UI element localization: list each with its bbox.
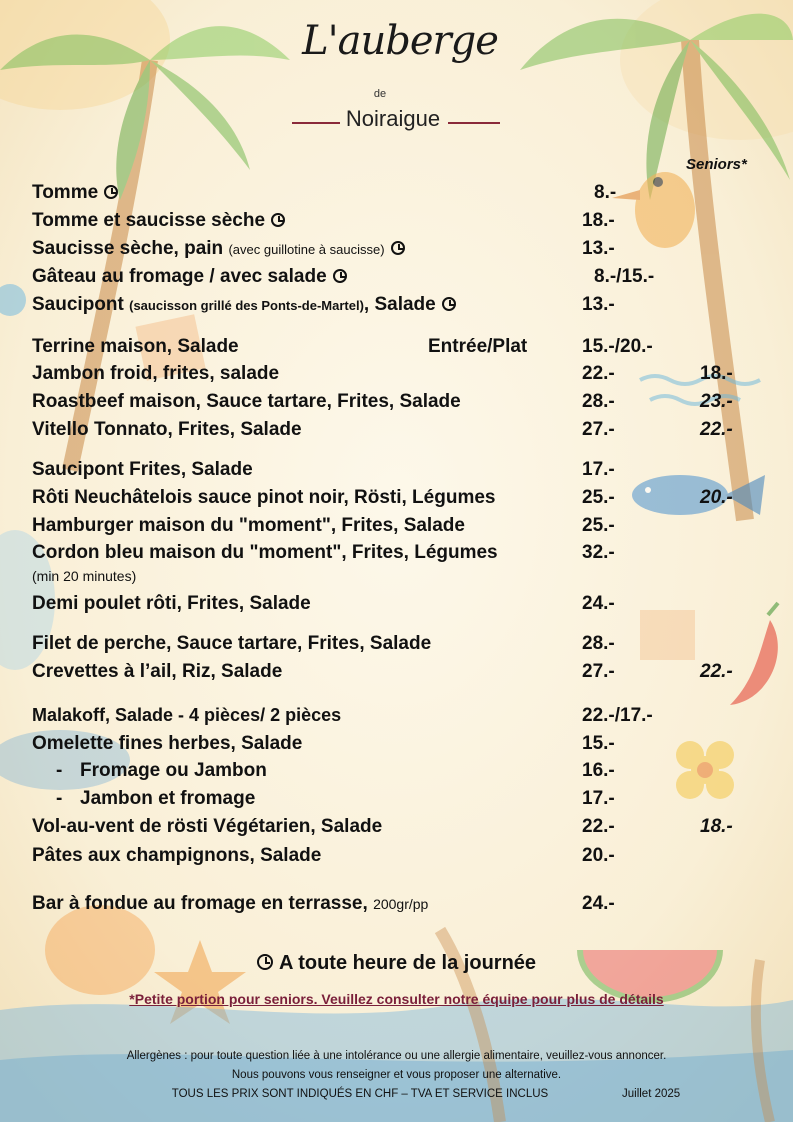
item-label-suffix: , Salade (363, 294, 436, 315)
logo-script: L'auberge (302, 18, 498, 64)
item-price: 27.- (582, 419, 615, 440)
item-label: Saucipont (32, 294, 124, 315)
item-price: 22.- (582, 816, 615, 837)
clock-icon (104, 185, 118, 199)
subitem-dash: - (56, 760, 63, 781)
item-price: 27.- (582, 661, 615, 682)
item-label: Tomme et saucisse sèche (32, 210, 266, 231)
item-price: 28.- (582, 391, 615, 412)
item-price: 28.- (582, 633, 615, 654)
item-label: Vitello Tonnato, Frites, Salade (32, 419, 302, 440)
item-label: Pâtes aux champignons, Salade (32, 845, 322, 866)
menu-date: Juillet 2025 (622, 1088, 681, 1100)
item-price: 32.- (582, 542, 615, 563)
item-price: 24.- (582, 593, 615, 614)
item-label: Hamburger maison du "moment", Frites, Salade (32, 515, 465, 536)
clock-icon (391, 241, 405, 255)
item-note: 200gr/pp (373, 896, 429, 912)
item-tag: Entrée/Plat (428, 336, 528, 357)
clock-icon (442, 297, 456, 311)
item-senior-price: 18.- (700, 363, 733, 384)
item-price: 22.- (582, 363, 615, 384)
item-label: Cordon bleu maison du "moment", Frites, Légumes (32, 542, 498, 563)
item-price: 15.- (582, 733, 615, 754)
item-label: Jambon froid, frites, salade (32, 363, 280, 384)
seniors-disclaimer: *Petite portion pour seniors. Veuillez consulter notre équipe pour plus de détails (129, 991, 664, 1007)
item-label: Saucisse sèche, pain (32, 238, 224, 259)
logo-divider (292, 122, 340, 124)
item-label: Terrine maison, Salade (32, 336, 239, 357)
item-price: 25.- (582, 515, 615, 536)
item-note: (avec guillotine à saucisse) (228, 242, 385, 257)
item-price: 17.- (582, 459, 615, 480)
item-senior-price: 22.- (700, 661, 733, 682)
item-label: Saucipont Frites, Salade (32, 459, 253, 480)
item-price: 8.-/15.- (594, 266, 655, 287)
allergens-note: Allergènes : pour toute question liée à une intolérance ou une allergie alimentaire, veuillez-vous annoncer. (126, 1050, 667, 1062)
item-price: 24.- (582, 893, 615, 914)
item-price: 18.- (582, 210, 615, 231)
item-label: Malakoff, Salade - 4 pièces/ 2 pièces (32, 705, 342, 725)
item-note: (saucisson grillé des Ponts-de-Martel) (129, 298, 364, 313)
item-senior-price: 18.- (700, 816, 733, 837)
prices-note: TOUS LES PRIX SONT INDIQUÉS EN CHF – TVA ET SERVICE INCLUS (171, 1088, 549, 1100)
item-label: Fromage ou Jambon (80, 760, 267, 781)
item-senior-price: 22.- (700, 419, 733, 440)
item-label: Vol-au-vent de rösti Végétarien, Salade (32, 816, 383, 837)
seniors-column-header: Seniors* (686, 156, 747, 173)
item-label: Demi poulet rôti, Frites, Salade (32, 593, 311, 614)
subitem-dash: - (56, 788, 63, 809)
item-label: Filet de perche, Sauce tartare, Frites, Salade (32, 633, 432, 654)
item-price: 8.- (594, 182, 617, 203)
item-label: Omelette fines herbes, Salade (32, 733, 303, 754)
item-senior-price: 20.- (700, 487, 733, 508)
item-label: Roastbeef maison, Sauce tartare, Frites, Salade (32, 391, 461, 412)
item-label: Bar à fondue au fromage en terrasse, (32, 893, 368, 914)
clock-icon (333, 269, 347, 283)
clock-icon (257, 954, 273, 970)
all-day-label: A toute heure de la journée (278, 952, 537, 974)
item-label: Crevettes à l’ail, Riz, Salade (32, 661, 283, 682)
item-label: Tomme (32, 182, 99, 203)
logo-name: Noiraigue (345, 106, 441, 131)
logo (280, 18, 520, 131)
clock-icon (271, 213, 285, 227)
all-day-note (0, 952, 793, 975)
logo-de: de (373, 88, 387, 100)
alternative-note: Nous pouvons vous renseigner et vous proposer une alternative. (231, 1069, 562, 1081)
item-price: 17.- (582, 788, 615, 809)
item-price: 20.- (582, 845, 615, 866)
item-price: 15.-/20.- (582, 336, 653, 357)
item-price: 22.-/17.- (582, 705, 653, 726)
item-label: Jambon et fromage (80, 788, 256, 809)
item-price: 16.- (582, 760, 615, 781)
item-price: 13.- (582, 294, 615, 315)
item-price: 25.- (582, 487, 615, 508)
item-label: Gâteau au fromage / avec salade (32, 266, 327, 287)
item-senior-price: 23.- (700, 391, 733, 412)
item-note: (min 20 minutes) (32, 568, 137, 584)
item-price: 13.- (582, 238, 615, 259)
item-label: Rôti Neuchâtelois sauce pinot noir, Rösti, Légumes (32, 487, 496, 508)
logo-divider (448, 122, 500, 124)
